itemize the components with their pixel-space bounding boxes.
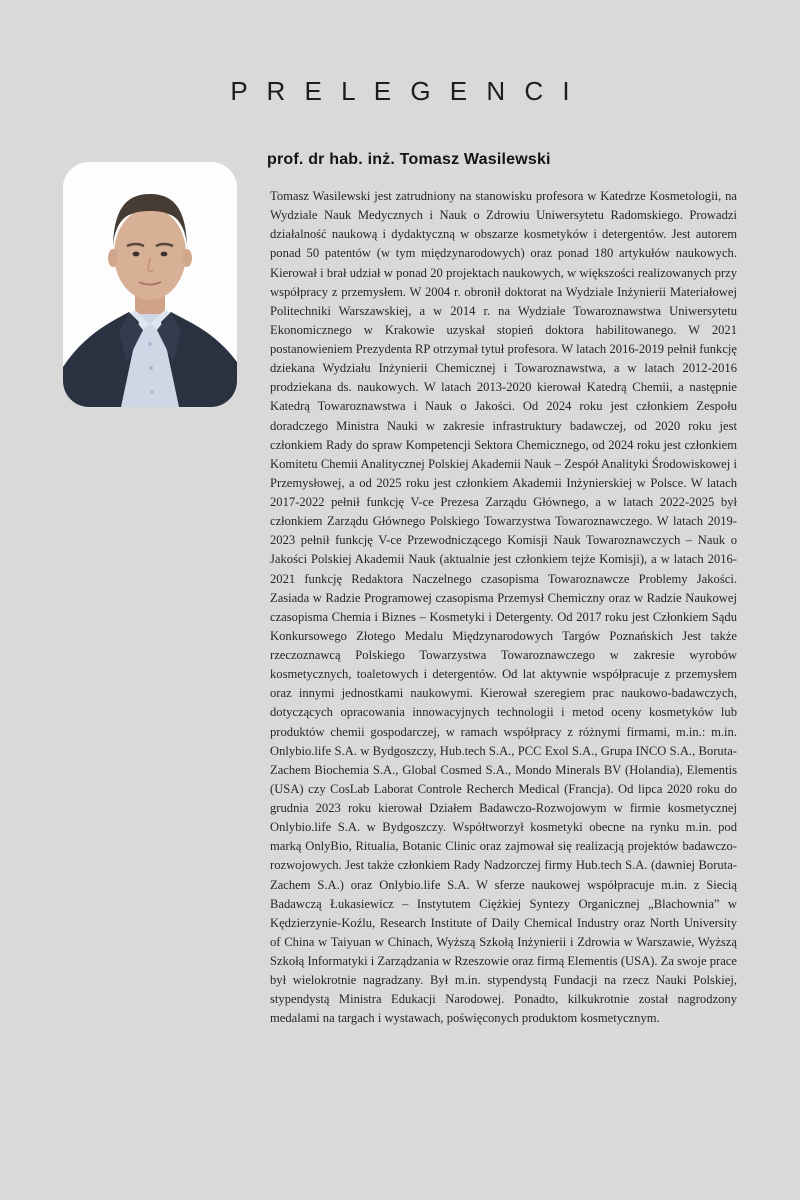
portrait-photo-illustration — [63, 162, 237, 407]
speaker-photo — [63, 162, 237, 407]
speaker-name-heading: prof. dr hab. inż. Tomasz Wasilewski — [267, 151, 551, 168]
speaker-bio-text: Tomasz Wasilewski jest zatrudniony na stanowisku profesora w Katedrze Kosmetologii, na Wydziale Nauk Medycznych i Nauk o Zdrowiu Uniwersytetu Radomskiego. Prowadzi działalność naukową i dydaktyczną w obszarze kosmetyków i detergentów. Jest autorem ponad 50 patentów (w tym międzynarodowych) oraz ponad 180 artykułów naukowych. Kierował i brał udział w ponad 20 projektach naukowych, w większości realizowanych przy współpracy z przemysłem. W 2004 r. obronił doktorat na Wydziale Inżynierii Materiałowej Politechniki Warszawskiej, a w 2014 r. na Wydziale Towaroznawstwa Uniwersytetu Ekonomicznego w Krakowie uzyskał stopień doktora habilitowanego. W 2021 postanowieniem Prezydenta RP otrzymał tytuł profesora. W latach 2016-2019 pełnił funkcję dziekana Wydziału Inżynierii Chemicznej i Towaroznawstwa, a w latach 2012-2016 prodziekana ds. naukowych. W latach 2013-2020 kierował Katedrą Chemii, a następnie Katedrą Towaroznawstwa i Nauk o Jakości. Od 2024 roku jest członkiem Zespołu doradczego Ministra Nauki w zakresie infrastruktury badawczej, od 2020 roku jest członkiem Rady do spraw Kompetencji Sektora Chemicznego, od 2024 roku jest członkiem Komitetu Chemii Analitycznej Polskiej Akademii Nauk – Zespół Analityki Środowiskowej i Przemysłowej, a od 2025 roku jest członkiem Akademii Inżynierskiej w Polsce. W latach 2017-2022 pełnił funkcję V-ce Prezesa Zarządu Głównego, a w latach 2022-2025 był członkiem Zarządu Głównego Polskiego Towarzystwa Towaroznawczego. W latach 2019-2023 pełnił funkcję V-ce Przewodniczącego Komisji Nauk Towaroznawczych – Nauk o Jakości Polskiej Akademii Nauk (aktualnie jest członkiem tejże Komisji), a w latach 2016-2021 funkcję Redaktora Naczelnego czasopisma Towaroznawcze Problemy Jakości. Zasiada w Radzie Programowej czasopisma Przemysł Chemiczny oraz w Radzie Naukowej czasopisma Chemia i Biznes – Kosmetyki i Detergenty. Od 2017 roku jest Członkiem Sądu Konkursowego Złotego Medalu Międzynarodowych Targów Poznańskich Jest także rzeczoznawcą Polskiego Towarzystwa Towaroznawczego w zakresie wyrobów kosmetycznych, toaletowych i detergentów. Od lat aktywnie współpracuje z przemysłem oraz innymi jednostkami naukowymi. Kierował szeregiem prac naukowo-badawczych, dotyczących opracowania innowacyjnych technologii i metod oceny kosmetyków lub produktów chemii gospodarczej, w ramach współpracy z różnymi firmami, m.in.: m.in. Onlybio.life S.A. w Bydgoszczy, Hub.tech S.A., PCC Exol S.A., Grupa INCO S.A., Boruta-Zachem Biochemia S.A., Global Cosmed S.A., Mondo Minerals BV (Holandia), Elementis (USA) czy CosLab Laborat Controle Recherch Medical (Francja). Od lipca 2020 roku do grudnia 2023 roku kierował Działem Badawczo-Rozwojowym w firmie kosmetycznej Onlybio.life S.A. w Bydgoszczy. Współtworzył kosmetyki obecne na rynku m.in. pod marką OnlyBio, Ritualia, Botanic Clinic oraz zajmował się realizacją projektów badawczo-rozwojowych. Jest także członkiem Rady Nadzorczej firmy Hub.tech S.A. (dawniej Boruta-Zachem S.A.) oraz Onlybio.life S.A. W sferze naukowej współpracuje m.in. z Siecią Badawczą Łukasiewicz – Instytutem Ciężkiej Syntezy Organicznej „Blachownia” w Kędzierzynie-Koźlu, Research Institute of Daily Chemical Industry oraz North University of China w Taiyuan w Chinach, Wyższą Szkołą Inżynierii i Zdrowia w Warszawie, Wyższą Szkołą Informatyki i Zarządzania w Rzeszowie oraz firmą Elementis (USA). Za swoje prace był wielokrotnie nagradzany. Był m.in. stypendystą Fundacji na rzecz Nauki Polskiej, stypendystą Ministra Edukacji Narodowej. Ponadto, kilkukrotnie został nagrodzony medalami na targach i wystawach, poświęconych produktom kosmetycznym. — [270, 189, 737, 1026]
page-title: P R E L E G E N C I — [230, 76, 576, 106]
